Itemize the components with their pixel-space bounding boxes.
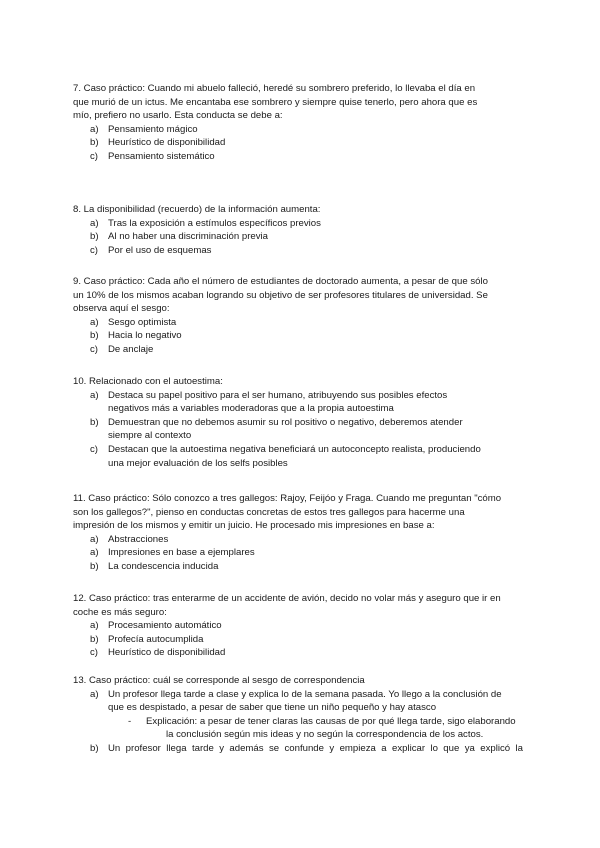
option-text: Heurístico de disponibilidad [108, 647, 226, 659]
option-text: Tras la exposición a estímulos específicos previos [108, 217, 321, 229]
question-text-line: mío, prefiero no usarlo. Esta conducta se debe a: [73, 110, 283, 122]
option-label: a) [90, 547, 99, 559]
question-text-line: son los gallegos?", pienso en conductas concretas de estos tres gallegos para hacerme una [73, 506, 465, 518]
question-text-line: 10. Relacionado con el autoestima: [73, 376, 223, 387]
option-label: c) [90, 443, 98, 455]
option-label: b) [90, 137, 99, 149]
question-text-line: 9. Caso práctico: Cada año el número de estudiantes de doctorado aumenta, a pesar de que sólo [73, 276, 488, 287]
option-b [73, 633, 523, 647]
option-label: b) [90, 231, 99, 243]
option-text-line: que es despistado, a pesar de saber que tiene un niño pequeño y hay atasco [108, 702, 437, 714]
question-text-line: 11. Caso práctico: Sólo conozco a tres gallegos: Rajoy, Feijóo y Fraga. Cuando me preguntan "cómo [73, 493, 502, 504]
option-b [73, 742, 523, 756]
option-text-line: una mejor evaluación de los selfs posibles [108, 457, 288, 469]
question-10 [73, 375, 523, 470]
option-label: a) [90, 316, 99, 328]
option-label: c) [90, 244, 98, 256]
option-text-line: negativos más a variables moderadoras que a la propia autoestima [108, 403, 394, 415]
option-c [73, 244, 523, 258]
option-text: Pensamiento sistemático [108, 150, 215, 162]
options-list [73, 217, 523, 258]
option-text: Procesamiento automático [108, 620, 222, 632]
option-label: b) [90, 633, 99, 645]
option-a-2 [73, 546, 523, 560]
options-list [73, 389, 523, 471]
option-c [73, 343, 523, 357]
option-b [73, 416, 523, 443]
option-text-line: Un profesor llega tarde a clase y explica lo de la semana pasada. Yo llego a la conclusión de [108, 688, 502, 700]
option-a [73, 533, 523, 547]
option-b [73, 329, 523, 343]
option-text: Heurístico de disponibilidad [108, 137, 226, 149]
option-a [73, 688, 523, 715]
option-b [73, 560, 523, 574]
option-a [73, 316, 523, 330]
dash-bullet: - [128, 715, 132, 727]
options-list [73, 619, 523, 660]
option-text: La condescencia inducida [108, 560, 219, 572]
question-text-line: un 10% de los mismos acaban logrando su objetivo de ser profesores titulares de universidad. Se [73, 289, 488, 301]
options-list [73, 688, 523, 756]
question-text-line: 8. La disponibilidad (recuerdo) de la información aumenta: [73, 204, 321, 215]
option-label: a) [90, 123, 99, 135]
option-a [73, 619, 523, 633]
question-11 [73, 492, 523, 574]
question-text-line: coche es más seguro: [73, 606, 167, 618]
option-text: Hacia lo negativo [108, 330, 182, 342]
option-label: c) [90, 150, 98, 162]
question-text-line: 13. Caso práctico: cuál se corresponde al sesgo de correspondencia [73, 675, 365, 686]
options-list [73, 123, 523, 164]
option-text: Un profesor llega tarde y además se confunde y empieza a explicar lo que ya explicó la [108, 742, 523, 754]
option-c [73, 646, 523, 660]
question-13 [73, 674, 523, 756]
question-text-line: impresión de los mismos y emitir un juicio. He procesado mis impresiones en base a: [73, 520, 435, 532]
option-label: a) [90, 533, 99, 545]
option-text: Pensamiento mágico [108, 123, 198, 135]
options-list [73, 533, 523, 574]
option-label: a) [90, 620, 99, 632]
option-text-line: siempre al contexto [108, 430, 192, 442]
option-a [73, 123, 523, 137]
option-text-line: Demuestran que no debemos asumir su rol positivo o negativo, deberemos atender [108, 416, 463, 428]
question-text-line: 7. Caso práctico: Cuando mi abuelo falleció, heredé su sombrero preferido, lo llevaba el día en [73, 83, 476, 94]
explanation-line: Explicación: a pesar de tener claras las causas de por qué llega tarde, sigo elaborando [146, 715, 516, 727]
option-label: c) [90, 343, 98, 355]
option-c [73, 150, 523, 164]
option-label: b) [90, 330, 99, 342]
option-a [73, 217, 523, 231]
option-label: a) [90, 688, 99, 700]
question-8 [73, 203, 523, 257]
option-a [73, 389, 523, 416]
option-text: Profecía autocumplida [108, 633, 204, 645]
question-text-line: que murió de un ictus. Me encantaba ese sombrero y siempre quise tenerlo, pero ahora que es [73, 96, 478, 108]
option-label: a) [90, 217, 99, 229]
option-text-line: Destacan que la autoestima negativa beneficiará un autoconcepto realista, produciendo [108, 443, 481, 455]
question-text-line: observa aquí el sesgo: [73, 303, 170, 315]
question-text-line: 12. Caso práctico: tras enterarme de un accidente de avión, decido no volar más y aseguro que ir en [73, 593, 501, 604]
option-text: Impresiones en base a ejemplares [108, 547, 255, 559]
option-b [73, 230, 523, 244]
explanation-line: la conclusión según mis ideas y no según la correspondencia de los actos. [166, 729, 484, 741]
option-text: Al no haber una discriminación previa [108, 231, 268, 243]
question-9 [73, 275, 523, 357]
question-7 [73, 82, 523, 164]
option-text-line: Destaca su papel positivo para el ser humano, atribuyendo sus posibles efectos [108, 389, 448, 401]
option-text: De anclaje [108, 343, 154, 355]
option-text: Sesgo optimista [108, 316, 177, 328]
option-label: b) [90, 560, 99, 572]
explanation-note [73, 715, 523, 742]
option-c [73, 443, 523, 470]
question-12 [73, 592, 523, 660]
option-b [73, 136, 523, 150]
option-label: b) [90, 416, 99, 428]
option-label: b) [90, 742, 99, 754]
option-text: Por el uso de esquemas [108, 244, 212, 256]
option-text: Abstracciones [108, 533, 169, 545]
option-label: c) [90, 647, 98, 659]
options-list [73, 316, 523, 357]
option-label: a) [90, 389, 99, 401]
